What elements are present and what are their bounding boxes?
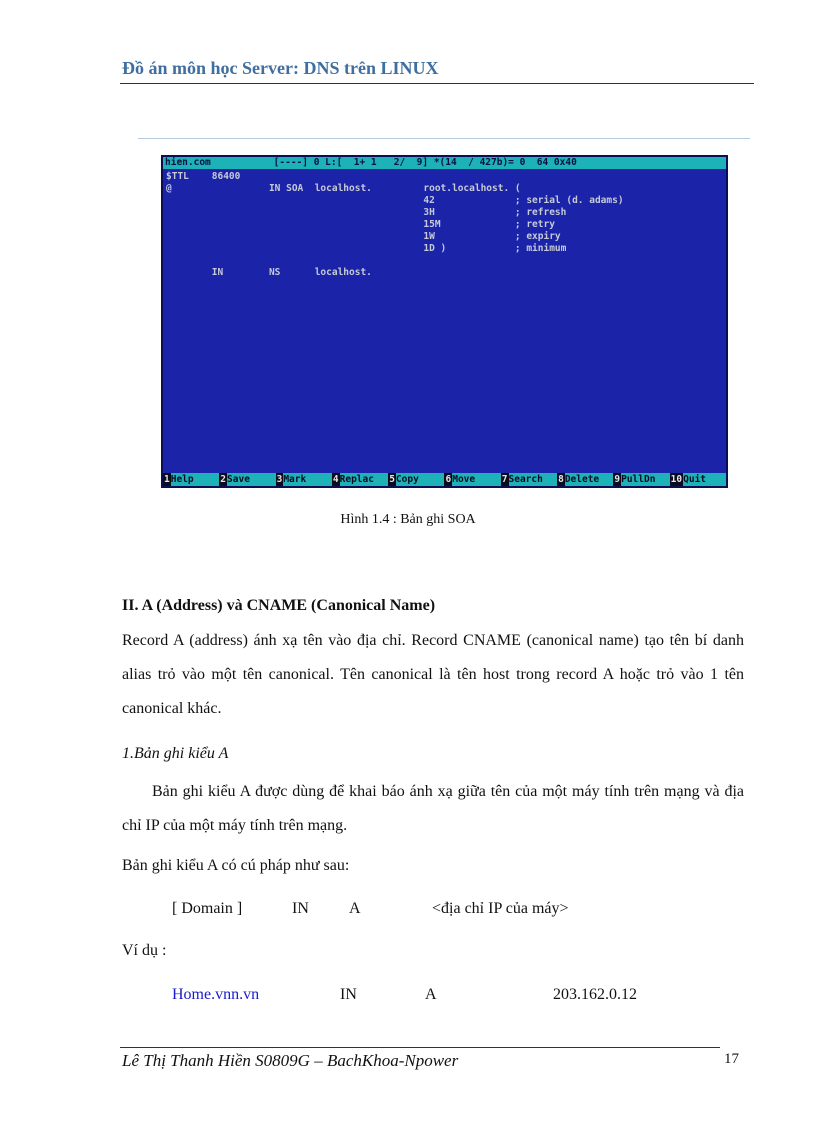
terminal-line: 3H ; refresh [166, 207, 567, 218]
fkey-delete[interactable]: 8 Delete [557, 473, 613, 486]
syntax-domain: [ Domain ] [172, 900, 243, 917]
syntax-value: <địa chỉ IP của máy> [432, 900, 569, 917]
footer-divider [120, 1047, 720, 1048]
section-heading: II. A (Address) và CNAME (Canonical Name) [122, 597, 436, 614]
fkey-quit[interactable]: 10 Quit [670, 473, 726, 486]
fkey-save[interactable]: 2 Save [219, 473, 275, 486]
fkey-mark[interactable]: 3 Mark [276, 473, 332, 486]
syntax-class: IN [292, 900, 309, 917]
subsection-paragraph: Bản ghi kiểu A được dùng để khai báo ánh xạ giữa tên của một máy tính trên mạng và địa chỉ IP của một máy tính trên mạng. [122, 783, 744, 834]
page-header-title: Đồ án môn học Server: DNS trên LINUX [122, 58, 439, 78]
terminal-line: 42 ; serial (d. adams) [166, 195, 624, 206]
page-number: 17 [724, 1051, 739, 1067]
terminal-status-line: hien.com [----] 0 L:[ 1+ 1 2/ 9] *(14 / 427b)= 0 64 0x40 [163, 157, 728, 169]
example-ip: 203.162.0.12 [553, 986, 637, 1003]
terminal-line: $TTL 86400 [166, 171, 241, 182]
fkey-replace[interactable]: 4 Replac [332, 473, 388, 486]
terminal-line: 15M ; retry [166, 219, 555, 230]
fkey-pulldown[interactable]: 9 PullDn [613, 473, 669, 486]
figure-caption: Hình 1.4 : Bản ghi SOA [340, 512, 476, 527]
fkey-copy[interactable]: 5 Copy [388, 473, 444, 486]
subsection-heading: 1.Bản ghi kiểu A [122, 745, 229, 762]
terminal-screenshot [161, 155, 728, 488]
footer-author: Lê Thị Thanh Hiền S0809G – BachKhoa-Npower [122, 1051, 459, 1070]
terminal-line: IN NS localhost. [166, 267, 372, 278]
example-host-link[interactable]: Home.vnn.vn [172, 986, 260, 1003]
syntax-intro: Bản ghi kiểu A có cú pháp như sau: [122, 857, 350, 874]
fkey-move[interactable]: 6 Move [444, 473, 500, 486]
terminal-line: 1D ) ; minimum [166, 243, 567, 254]
example-class: IN [340, 986, 357, 1003]
header-divider [120, 83, 754, 84]
example-label: Ví dụ : [122, 942, 167, 959]
fkey-search[interactable]: 7 Search [501, 473, 557, 486]
terminal-line: @ IN SOA localhost. root.localhost. ( [166, 183, 521, 194]
terminal-line: 1W ; expiry [166, 231, 561, 242]
terminal-function-key-bar [163, 473, 726, 486]
section-paragraph: Record A (address) ánh xạ tên vào địa chỉ. Record CNAME (canonical name) tạo tên bí danh alias trỏ vào một tên canonical. Tên canonical là tên host trong record A hoặc trỏ vào 1 tên canonical khác. [122, 632, 744, 717]
syntax-type: A [349, 900, 361, 917]
figure-divider [138, 138, 750, 139]
example-type: A [425, 986, 437, 1003]
fkey-help[interactable]: 1 Help [163, 473, 219, 486]
